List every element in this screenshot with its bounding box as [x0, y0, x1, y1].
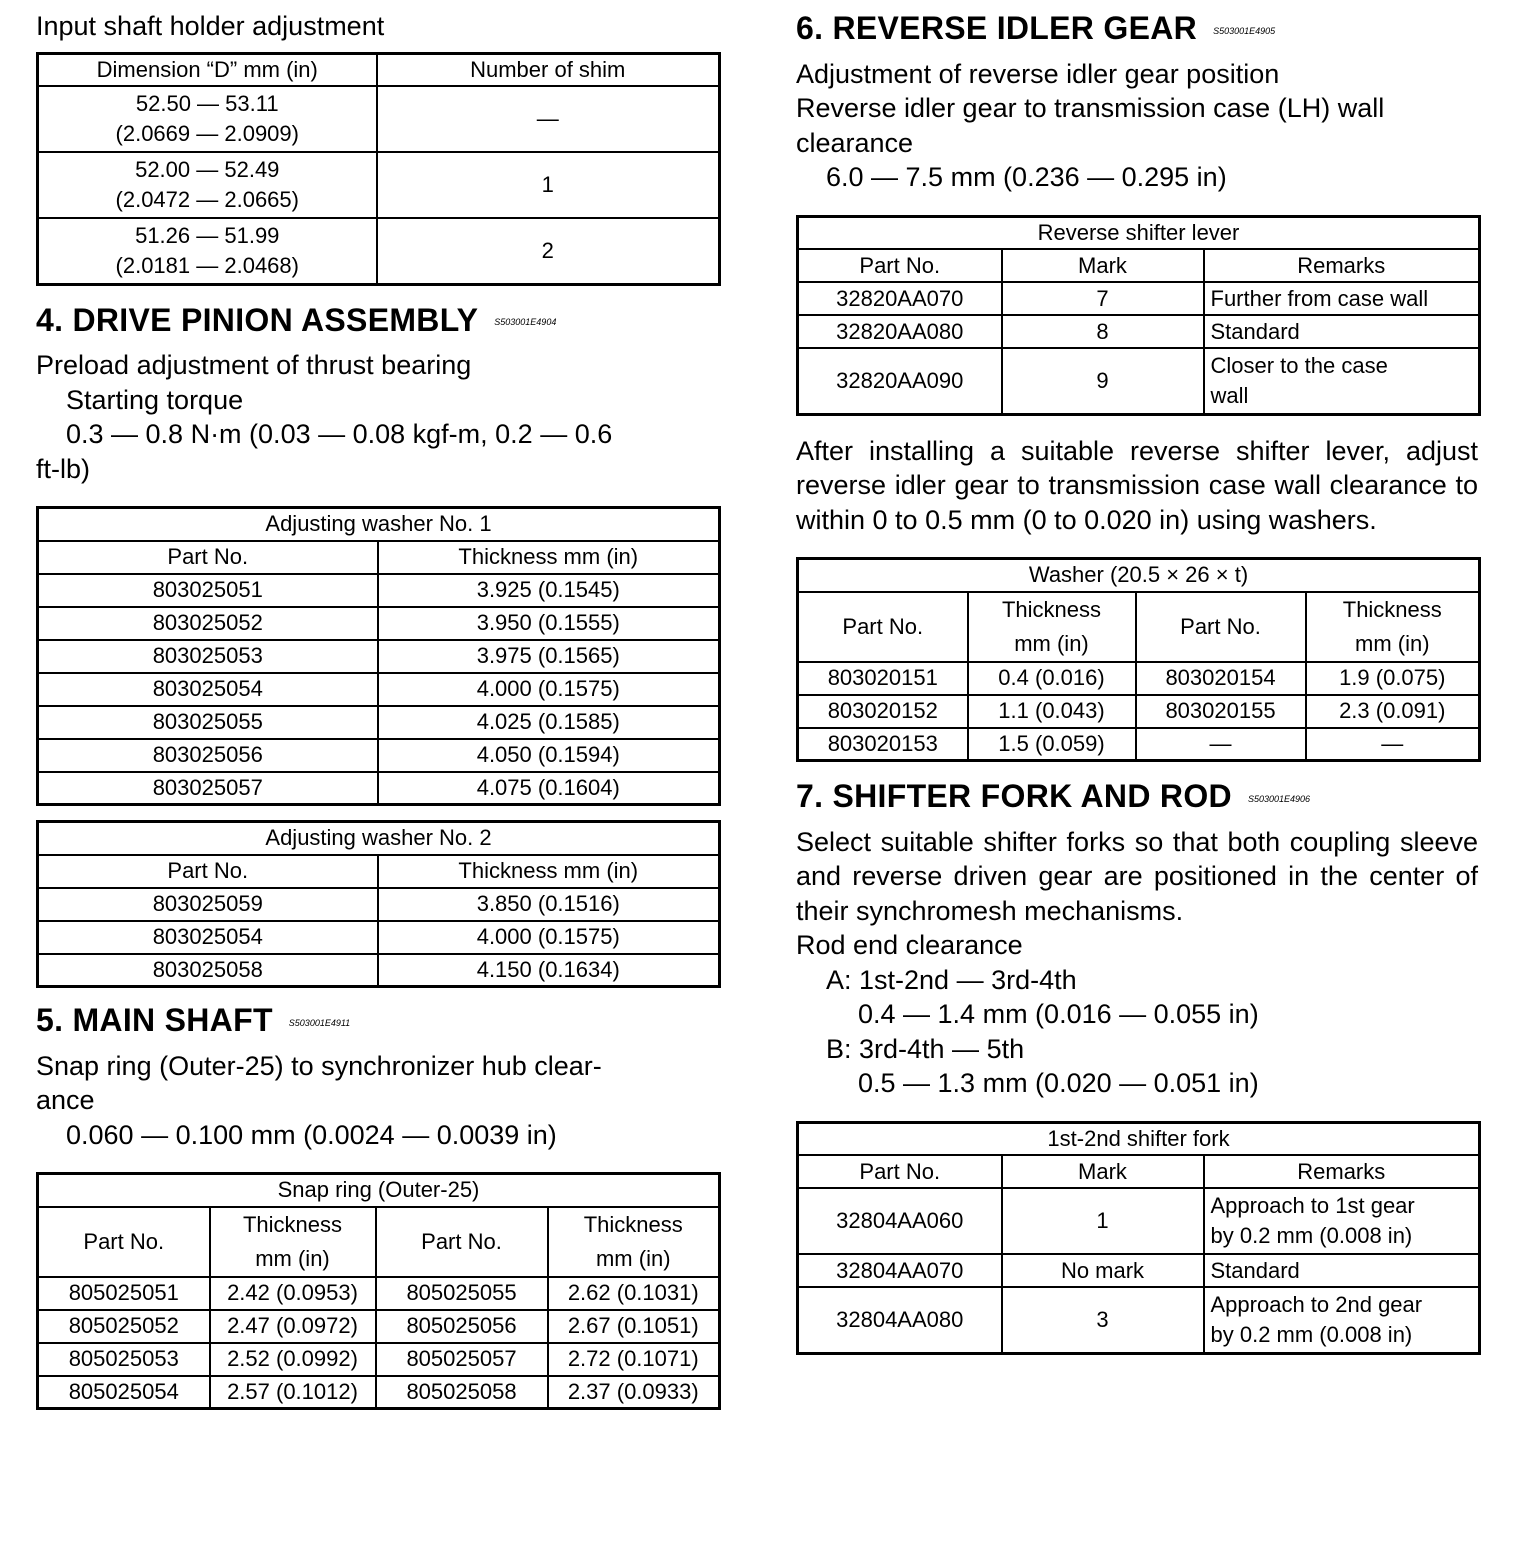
table-row	[798, 1254, 1480, 1287]
part-no-cell: 803025058	[38, 954, 378, 987]
table-row	[798, 695, 1480, 728]
remarks-cell: Further from case wall	[1204, 282, 1480, 315]
snap-ring-caption: Snap ring (Outer-25)	[38, 1174, 720, 1207]
header-thickness	[210, 1207, 376, 1277]
part-no-cell: 805025055	[376, 1277, 548, 1310]
part-no-cell: 32820AA090	[798, 348, 1002, 414]
header-thickness-line2: mm (in)	[1014, 630, 1089, 656]
section-6-code: S503001E4905	[1213, 25, 1276, 36]
part-no-cell: 32804AA080	[798, 1287, 1002, 1353]
thickness-cell: 1.1 (0.043)	[968, 695, 1136, 728]
table-row	[798, 282, 1480, 315]
thickness-cell: 2.62 (0.1031)	[548, 1277, 720, 1310]
table-row	[38, 607, 720, 640]
section-5-code: S503001E4911	[288, 1017, 351, 1028]
input-shaft-table	[36, 52, 721, 286]
section-4-line-2: Starting torque	[66, 384, 244, 415]
thickness-cell: 4.000 (0.1575)	[378, 921, 720, 954]
table-row	[38, 673, 720, 706]
shifter-fork-caption: 1st-2nd shifter fork	[798, 1122, 1480, 1155]
thickness-cell: 2.3 (0.091)	[1306, 695, 1480, 728]
table-row	[38, 1376, 720, 1409]
header-part-no: Part No.	[38, 855, 378, 888]
header-thickness-line1: Thickness	[242, 1211, 343, 1237]
thickness-cell: 4.050 (0.1594)	[378, 739, 720, 772]
mark-cell: 3	[1002, 1287, 1204, 1353]
thickness-cell: 4.000 (0.1575)	[378, 673, 720, 706]
table-row	[798, 662, 1480, 695]
section-4-line-4: ft-lb)	[36, 453, 90, 484]
dimension-in: (2.0472 — 2.0665)	[115, 187, 299, 212]
header-mark: Mark	[1002, 1155, 1204, 1188]
dimension-mm: 52.50 — 53.11	[135, 91, 279, 116]
part-no-cell: 32804AA060	[798, 1188, 1002, 1254]
washer-no1-table	[36, 506, 721, 806]
thickness-cell: 2.42 (0.0953)	[210, 1277, 376, 1310]
header-thickness-line2: mm (in)	[595, 1245, 671, 1271]
washer-no2-caption: Adjusting washer No. 2	[38, 822, 720, 855]
part-no-cell: 803020151	[798, 662, 968, 695]
header-thickness-line2: mm (in)	[255, 1245, 330, 1271]
part-no-cell: 803020154	[1136, 662, 1306, 695]
part-no-cell: 803025054	[38, 673, 378, 706]
header-part-no: Part No.	[798, 1155, 1002, 1188]
header-thickness	[968, 592, 1136, 662]
remarks-line2: by 0.2 mm (0.008 in)	[1210, 1321, 1413, 1347]
section-5-line-3: 0.060 — 0.100 mm (0.0024 — 0.0039 in)	[66, 1119, 557, 1150]
section-4-code: S503001E4904	[494, 317, 557, 328]
thickness-cell: 4.150 (0.1634)	[378, 954, 720, 987]
header-part-no: Part No.	[1136, 592, 1306, 662]
part-no-cell: 803025055	[38, 706, 378, 739]
table-row	[38, 640, 720, 673]
section-6-line-4: 6.0 — 7.5 mm (0.236 — 0.295 in)	[826, 162, 1227, 193]
header-part-no: Part No.	[38, 541, 378, 574]
part-no-cell: 805025057	[376, 1343, 548, 1376]
table-row	[38, 921, 720, 954]
thickness-cell: 0.4 (0.016)	[968, 662, 1136, 695]
part-no-cell: 803025056	[38, 739, 378, 772]
header-thickness-line1: Thickness	[583, 1211, 683, 1237]
remarks-line1: Closer to the case	[1210, 352, 1388, 378]
dimension-cell	[38, 218, 377, 284]
remarks-cell	[1204, 348, 1480, 414]
section-6-title	[796, 8, 1478, 51]
dimension-cell	[38, 86, 377, 152]
header-thickness-line1: Thickness	[1342, 596, 1442, 622]
thickness-cell: 3.850 (0.1516)	[378, 888, 720, 921]
section-6-after-paragraph: After installing a suitable reverse shifter lever, adjust reverse idler gear to transmission case wall clearance to within 0 to 0.5 mm (0 to 0.020 in) using washers.	[796, 435, 1478, 535]
clearance-b-label: B: 3rd-4th — 5th	[826, 1033, 1025, 1064]
table-row	[798, 315, 1480, 348]
thickness-cell: 3.975 (0.1565)	[378, 640, 720, 673]
part-no-cell: 803025052	[38, 607, 378, 640]
left-column	[36, 0, 718, 1410]
section-6-line-2: Reverse idler gear to transmission case (LH) wall	[796, 93, 1385, 124]
header-thickness	[548, 1207, 720, 1277]
header-number-of-shim: Number of shim	[377, 53, 720, 86]
table-row	[38, 1310, 720, 1343]
mark-cell: 1	[1002, 1188, 1204, 1254]
table-row	[798, 1287, 1480, 1353]
remarks-line1: Approach to 2nd gear	[1210, 1291, 1423, 1317]
mark-cell: 9	[1002, 348, 1204, 414]
thickness-cell: —	[1306, 728, 1480, 761]
remarks-cell: Standard	[1204, 315, 1480, 348]
section-6-line-3: clearance	[796, 127, 914, 158]
reverse-shifter-lever-caption: Reverse shifter lever	[798, 216, 1480, 249]
header-thickness	[1306, 592, 1480, 662]
section-5-title	[36, 1000, 718, 1043]
part-no-cell: —	[1136, 728, 1306, 761]
header-part-no: Part No.	[798, 249, 1002, 282]
header-part-no: Part No.	[38, 1207, 210, 1277]
header-part-no: Part No.	[798, 592, 968, 662]
thickness-cell: 1.9 (0.075)	[1306, 662, 1480, 695]
header-thickness: Thickness mm (in)	[378, 855, 720, 888]
table-row	[38, 772, 720, 805]
washer-no2-table	[36, 820, 721, 988]
part-no-cell: 805025052	[38, 1310, 210, 1343]
table-row	[38, 218, 720, 284]
section-5-title-text: 5. MAIN SHAFT	[36, 1002, 273, 1039]
rod-end-clearance-label: Rod end clearance	[796, 930, 1023, 961]
part-no-cell: 805025051	[38, 1277, 210, 1310]
remarks-cell	[1204, 1287, 1480, 1353]
shim-cell: 1	[377, 152, 720, 218]
thickness-cell: 3.950 (0.1555)	[378, 607, 720, 640]
right-column	[796, 0, 1478, 1355]
part-no-cell: 803020152	[798, 695, 968, 728]
part-no-cell: 805025053	[38, 1343, 210, 1376]
part-no-cell: 32804AA070	[798, 1254, 1002, 1287]
clearance-a-label: A: 1st-2nd — 3rd-4th	[826, 964, 1077, 995]
section-6-title-text: 6. REVERSE IDLER GEAR	[796, 10, 1198, 46]
thickness-cell: 2.67 (0.1051)	[548, 1310, 720, 1343]
snap-ring-table	[36, 1172, 721, 1410]
part-no-cell: 805025058	[376, 1376, 548, 1409]
table-row	[38, 1277, 720, 1310]
part-no-cell: 803020153	[798, 728, 968, 761]
table-row	[38, 954, 720, 987]
header-remarks: Remarks	[1204, 249, 1480, 282]
part-no-cell: 805025054	[38, 1376, 210, 1409]
washer-table	[796, 557, 1481, 762]
header-remarks: Remarks	[1204, 1155, 1480, 1188]
header-thickness: Thickness mm (in)	[378, 541, 720, 574]
reverse-shifter-lever-table	[796, 215, 1481, 416]
washer-caption: Washer (20.5 × 26 × t)	[798, 559, 1480, 592]
clearance-b-value: 0.5 — 1.3 mm (0.020 — 0.051 in)	[858, 1068, 1259, 1099]
table-row	[38, 574, 720, 607]
section-4-title-text: 4. DRIVE PINION ASSEMBLY	[36, 301, 479, 338]
table-row	[798, 1188, 1480, 1254]
dimension-cell	[38, 152, 377, 218]
dimension-mm: 52.00 — 52.49	[135, 157, 280, 182]
part-no-cell: 805025056	[376, 1310, 548, 1343]
table-row	[38, 888, 720, 921]
part-no-cell: 803025059	[38, 888, 378, 921]
thickness-cell: 4.075 (0.1604)	[378, 772, 720, 805]
section-5-line-1: Snap ring (Outer-25) to synchronizer hub clear-	[36, 1050, 602, 1081]
thickness-cell: 4.025 (0.1585)	[378, 706, 720, 739]
shim-cell: —	[377, 86, 720, 152]
section-7-paragraph: Select suitable shifter forks so that both coupling sleeve and reverse driven gear are positioned in the center of their synchromesh mechanisms.	[796, 826, 1478, 926]
mark-cell: No mark	[1002, 1254, 1204, 1287]
part-no-cell: 803025051	[38, 574, 378, 607]
thickness-cell: 2.52 (0.0992)	[210, 1343, 376, 1376]
thickness-cell: 2.47 (0.0972)	[210, 1310, 376, 1343]
thickness-cell: 3.925 (0.1545)	[378, 574, 720, 607]
table-row	[38, 706, 720, 739]
section-7-code: S503001E4906	[1247, 793, 1311, 804]
part-no-cell: 32820AA080	[798, 315, 1002, 348]
thickness-cell: 2.37 (0.0933)	[548, 1376, 720, 1409]
section-7-title-text: 7. SHIFTER FORK AND ROD	[796, 778, 1232, 815]
section-6-line-1: Adjustment of reverse idler gear position	[796, 58, 1280, 89]
header-mark: Mark	[1002, 249, 1204, 282]
thickness-cell: 1.5 (0.059)	[968, 728, 1136, 761]
mark-cell: 7	[1002, 282, 1204, 315]
table-row	[38, 1343, 720, 1376]
section-5-line-2: ance	[36, 1085, 95, 1116]
header-part-no: Part No.	[376, 1207, 548, 1277]
washer-no1-caption: Adjusting washer No. 1	[38, 508, 720, 541]
part-no-cell: 803025057	[38, 772, 378, 805]
dimension-mm: 51.26 — 51.99	[135, 222, 280, 248]
dimension-in: (2.0669 — 2.0909)	[115, 121, 299, 146]
remarks-line2: by 0.2 mm (0.008 in)	[1210, 1223, 1413, 1249]
header-dimension: Dimension “D” mm (in)	[38, 53, 377, 86]
shim-cell: 2	[377, 218, 720, 284]
table-row	[38, 86, 720, 152]
table-row	[798, 348, 1480, 414]
remarks-cell: Standard	[1204, 1254, 1480, 1287]
section-4-line-3: 0.3 — 0.8 N·m (0.03 — 0.08 kgf-m, 0.2 — 0.6	[66, 419, 613, 450]
clearance-a-value: 0.4 — 1.4 mm (0.016 — 0.055 in)	[858, 999, 1259, 1030]
mark-cell: 8	[1002, 315, 1204, 348]
thickness-cell: 2.57 (0.1012)	[210, 1376, 376, 1409]
part-no-cell: 32820AA070	[798, 282, 1002, 315]
header-thickness-line2: mm (in)	[1355, 630, 1430, 656]
part-no-cell: 803025053	[38, 640, 378, 673]
remarks-cell	[1204, 1188, 1480, 1254]
table-row	[798, 728, 1480, 761]
part-no-cell: 803020155	[1136, 695, 1306, 728]
remarks-line2: wall	[1210, 382, 1249, 408]
remarks-line1: Approach to 1st gear	[1210, 1193, 1415, 1219]
table-row	[38, 739, 720, 772]
thickness-cell: 2.72 (0.1071)	[548, 1343, 720, 1376]
section-7-title	[796, 776, 1478, 819]
header-thickness-line1: Thickness	[1001, 596, 1102, 622]
dimension-in: (2.0181 — 2.0468)	[115, 252, 299, 278]
part-no-cell: 803025054	[38, 921, 378, 954]
section-4-title	[36, 300, 718, 343]
shifter-fork-table	[796, 1121, 1481, 1355]
table-row	[38, 152, 720, 218]
section-4-line-1: Preload adjustment of thrust bearing	[36, 350, 472, 381]
input-shaft-heading: Input shaft holder adjustment	[36, 11, 385, 41]
